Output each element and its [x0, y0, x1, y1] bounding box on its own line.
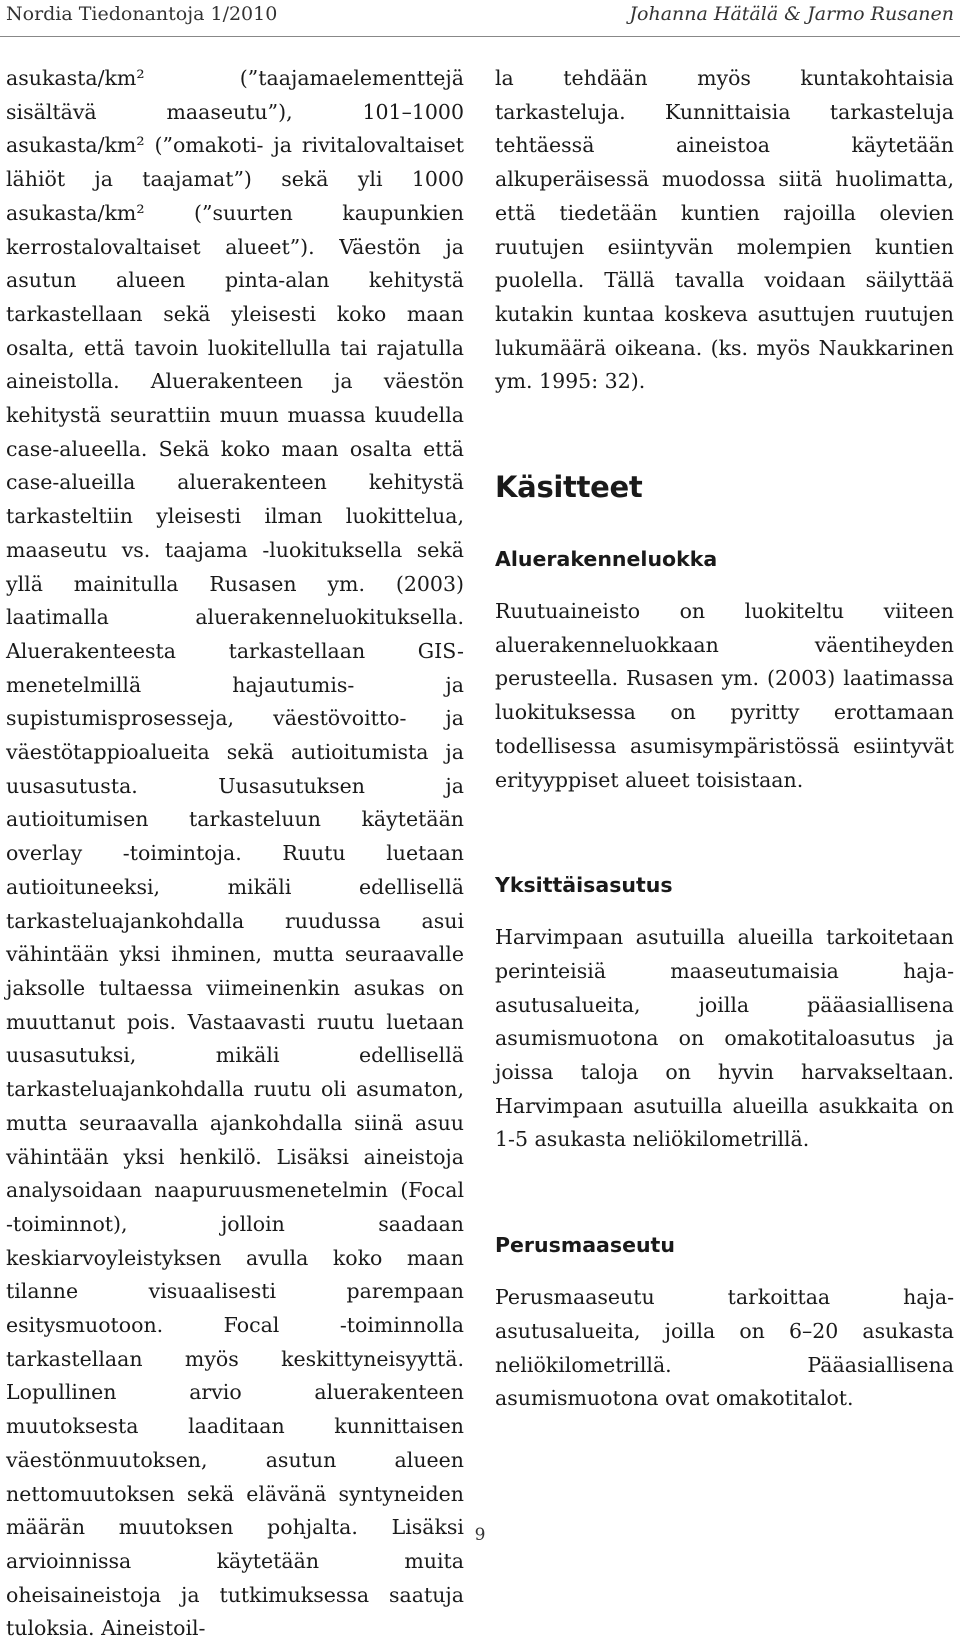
intro-paragraph: la tehdään myös kuntakohtaisia tarkasteluja. Kunnittaisia tarkasteluja tehtäessä aineistoa käytetään alkuperäisessä muodossa siitä huolimatta, että tiedetään kuntien rajoilla olevien ruutujen esiintyvän molempien kuntien puolella. Tällä tavalla voidaan säilyttää kutakin kuntaa koskeva asuttujen ruutujen lukumäärä oikeana. (ks. myös Naukkarinen ym. 1995: 32).: [495, 66, 954, 394]
subsection-heading-yksittaisasutus: Yksittäisasutus: [495, 873, 673, 898]
section-heading-kasitteet: Käsitteet: [495, 470, 643, 505]
subsection-text-aluerakenneluokka: Ruutuaineisto on luokiteltu viiteen aluerakenneluokkaan väentiheyden perusteella. Rusasen ym. (2003) laatimassa luokituksessa on pyritty erottamaan todellisessa asumisympäristössä esiintyvät erityyppiset alueet toisistaan.: [495, 599, 954, 792]
left-column: [6, 62, 464, 1646]
page-number: 9: [474, 1525, 486, 1545]
journal-title: Nordia Tiedonantoja 1/2010: [6, 3, 278, 25]
subsection-text-perusmaaseutu: Perusmaaseutu tarkoittaa haja-asutusalueita, joilla on 6–20 asukasta neliökilometrillä. Pääasiallisena asumismuotona ovat omakotitalot.: [495, 1285, 954, 1411]
subsection-heading-perusmaaseutu: Perusmaaseutu: [495, 1233, 675, 1258]
header-rule: [0, 36, 960, 37]
running-header: [0, 0, 960, 30]
author-names: Johanna Hätälä & Jarmo Rusanen: [629, 3, 954, 25]
subsection-text-yksittaisasutus: Harvimpaan asutuilla alueilla tarkoitetaan perinteisiä maaseutumaisia haja-asutusalueita, joilla pääasiallisena asumismuotona on omakotitaloasutus ja joissa taloja on hyvin harvakseltaan. Harvimpaan asutuilla alueilla asukkaita on 1-5 asukasta neliökilometrillä.: [495, 925, 954, 1152]
body-paragraph: asukasta/km² (”taajamaelementtejä sisältävä maaseutu”), 101–1000 asukasta/km² (”omakoti- ja rivitalovaltaiset lähiöt ja taajamat”) sekä yli 1000 asukasta/km² (”suurten kaupunkien kerrostalovaltaiset alueet”). Väestön ja asutun alueen pinta-alan kehitystä tarkastellaan sekä yleisesti koko maan osalta, että tavoin luokitellulla tai rajatulla aineistolla. Aluerakenteen ja väestön kehitystä seurattiin muun muassa kuudella case-alueella. Sekä koko maan osalta että case-alueilla aluerakenteen kehitystä tarkasteltiin yleisesti ilman luokittelua, maaseutu vs. taajama -luokituksella sekä yllä mainitulla Rusasen ym. (2003) laatimalla aluerakenneluokituksella. Aluerakenteesta tarkastellaan GIS-menetelmillä hajautumis- ja supistumisprosesseja, väestövoitto- ja väestötappioalueita sekä autioitumista ja uusasutusta. Uusasutuksen ja autioitumisen tarkasteluun käytetään overlay -toimintoja. Ruutu luetaan autioituneeksi, mikäli edellisellä tarkasteluajankohdalla ruudussa asui vähintään yksi ihminen, mutta seuraavalle jaksolle tultaessa viimeinenkin asukas on muuttanut pois. Vastaavasti ruutu luetaan uusasutuksi, mikäli edellisellä tarkasteluajankohdalla ruutu oli asumaton, mutta seuraavalla ajankohdalla siinä asuu vähintään yksi henkilö. Lisäksi aineistoja analysoidaan naapuruusmenetelmin (Focal -toiminnot), jolloin saadaan keskiarvoyleistyksen avulla koko maan tilanne visuaalisesti parempaan esitysmuotoon. Focal -toiminnolla tarkastellaan myös keskittyneisyyttä. Lopullinen arvio aluerakenteen muutoksesta laaditaan kunnittaisen väestönmuutoksen, asutun alueen nettomuutoksen sekä elävänä syntyneiden määrän muutoksen pohjalta. Lisäksi arvioinnissa käytetään muita oheisaineistoja ja tutkimuksessa saatuja tuloksia. Aineistoil-: [6, 66, 464, 1641]
right-column: [495, 62, 954, 1416]
subsection-heading-aluerakenneluokka: Aluerakenneluokka: [495, 547, 718, 572]
